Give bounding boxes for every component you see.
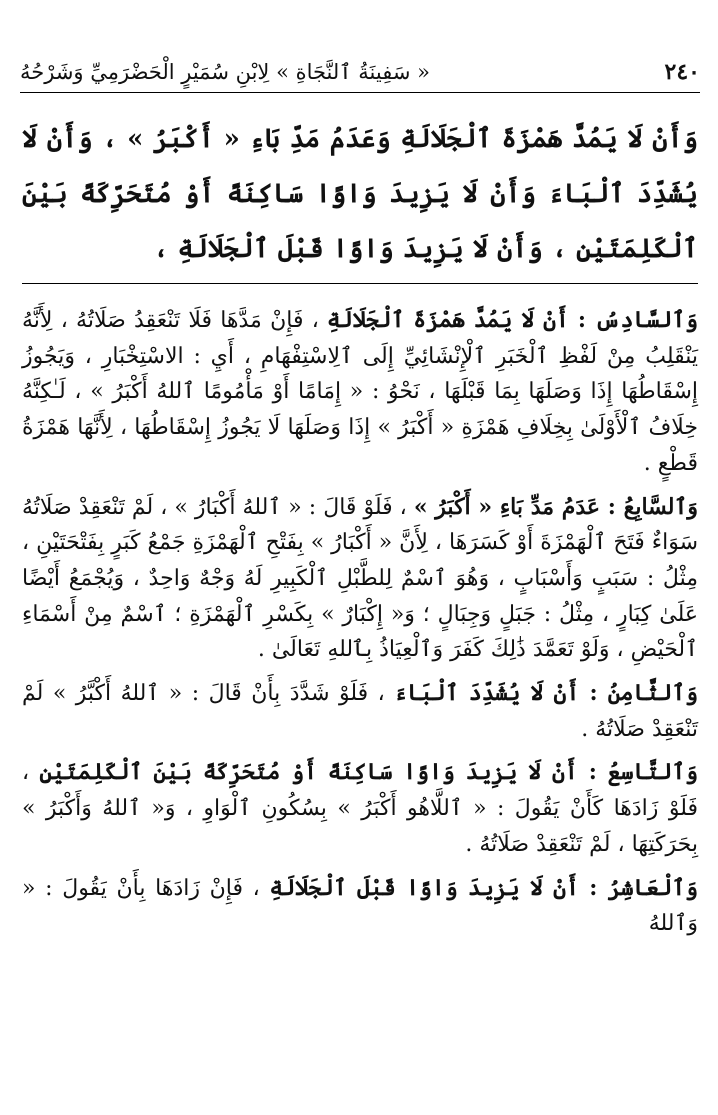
paragraph-lead: وَٱلتَّاسِعُ : أَنْ لَا يَزِيدَ وَاوًا سَاكِنَةً أَوْ مُتَحَرِّكَةً بَيْنَ ٱلْكَلِمَتَيْنِ [39,759,699,786]
paragraph-lead: وَٱلثَّامِنُ : أَنْ لَا يُشَدِّدَ ٱلْبَاءَ [394,680,698,707]
paragraph-body: ، فَلَوْ قَالَ : « ٱللهُ أَكْبَارُ » ، لَمْ تَنْعَقِدْ صَلَاتُهُ سَوَاءٌ فَتَحَ ٱلْهَمْزَةَ أَوْ كَسَرَهَا ، لِأَنَّ « أَكْبَارُ » بِفَتْحِ ٱلْهَمْزَةِ جَمْعُ كَبَرٍ بِفَتْحَتَيْنِ ، مِثْلُ : سَبَبٍ وَأَسْبَابٍ ، وَهُوَ ٱسْمٌ لِلطَّبْلِ ٱلْكَبِيرِ لَهُ وَجْهٌ وَاحِدٌ ، وَيُجْمَعُ أَيْضًا عَلَىٰ كِبَارٍ ، مِثْلُ : جَبَلٍ وَجِبَالٍ ؛ وَ« إِكْبَارٌ » بِكَسْرِ ٱلْهَمْزَةِ ؛ ٱسْمٌ مِنْ أَسْمَاءِ ٱلْحَيْضِ ، وَلَوْ تَعَمَّدَ ذَٰلِكَ كَفَرَ وَٱلْعِيَاذُ بِٱللهِ تَعَالَىٰ . [22,494,698,663]
paragraph-body: ، فَلَوْ شَدَّدَ بِأَنْ قَالَ : « ٱللهُ أَكْبَّرُ » لَمْ تَنْعَقِدْ صَلَاتُهُ . [22,681,698,742]
matn-separator-line [22,283,698,284]
paragraph-body: ، فَإِنْ مَدَّهَا فَلَا تَنْعَقِدُ صَلَاتُهُ ، لِأَنَّهُ يَنْقَلِبُ مِنْ لَفْظِ ٱلْخَبَرِ ٱلْإِنْشَائِيِّ إِلَى ٱلِاسْتِفْهَامِ ، أَيِ : الاسْتِخْبَارِ ، وَيَجُوزُ إِسْقَاطُهَا إِذَا وَصَلَهَا بِمَا قَبْلَهَا ، نَحْوُ : « إِمَامًا أَوْ مَأْمُومًا ٱللهُ أَكْبَرُ » ، لَـٰكِنَّهُ خِلَافُ ٱلْأَوْلَىٰ بِخِلَافِ هَمْزَةِ « أَكْبَرُ » إِذَا وَصَلَهَا لَا يَجُوزُ إِسْقَاطُهَا ، لِأَنَّهَا هَمْزَةُ قَطْعٍ . [22,308,698,476]
commentary-paragraph-ninth [22,755,698,862]
commentary-paragraph-eighth [22,676,698,747]
page-header [20,52,700,93]
page-number: ٢٤٠ [664,59,700,85]
commentary-paragraph-seventh [22,490,698,669]
commentary-paragraph-sixth [22,303,698,482]
paragraph-lead: وَٱلسَّادِسُ : أَنْ لَا يَمُدَّ هَمْزَةَ ٱلْجَلَالَةِ [327,307,698,333]
paragraph-lead: وَٱلْعَاشِرُ : أَنْ لَا يَزِيدَ وَاوًا قَبْلَ ٱلْجَلَالَةِ [269,874,698,901]
commentary-paragraph-tenth [22,871,698,942]
commentary [22,303,698,950]
running-title: « سَفِينَةُ ٱلنَّجَاةِ » لِابْنِ سُمَيْرٍ الْحَضْرَمِيِّ وَشَرْحُهُ [20,60,430,84]
paragraph-body: ، فَلَوْ زَادَهَا كَأَنْ يَقُولَ : « ٱللَّاهُو أَكْبَرُ » بِسُكُونِ ٱلْوَاوِ ، وَ« ٱللهُ وَأَكْبَرُ » بِحَرَكَتِهَا ، لَمْ تَنْعَقِدْ صَلَاتُهُ . [22,760,698,857]
matn-text: وَأَنْ لَا يَمُدَّ هَمْزَةَ ٱلْجَلَالَةِ وَعَدَمُ مَدِّ بَاءِ « أَكْبَرُ » ، وَأَنْ لَا يُشَدِّدَ ٱلْبَاءَ وَأَنْ لَا يَزِيدَ وَاوًا سَاكِنَةً أَوْ مُتَحَرِّكَةً بَيْنَ ٱلْكَلِمَتَيْنِ ، وَأَنْ لَا يَزِيدَ وَاوًا قَبْلَ ٱلْجَلَالَةِ ، [22,124,698,264]
paragraph-body: ، فَإِنْ زَادَهَا بِأَنْ يَقُولَ : « وَٱللهُ [22,875,698,937]
paragraph-lead: وَٱلسَّابِعُ : عَدَمُ مَدِّ بَاءِ « أَكْبَرُ » [413,493,698,520]
